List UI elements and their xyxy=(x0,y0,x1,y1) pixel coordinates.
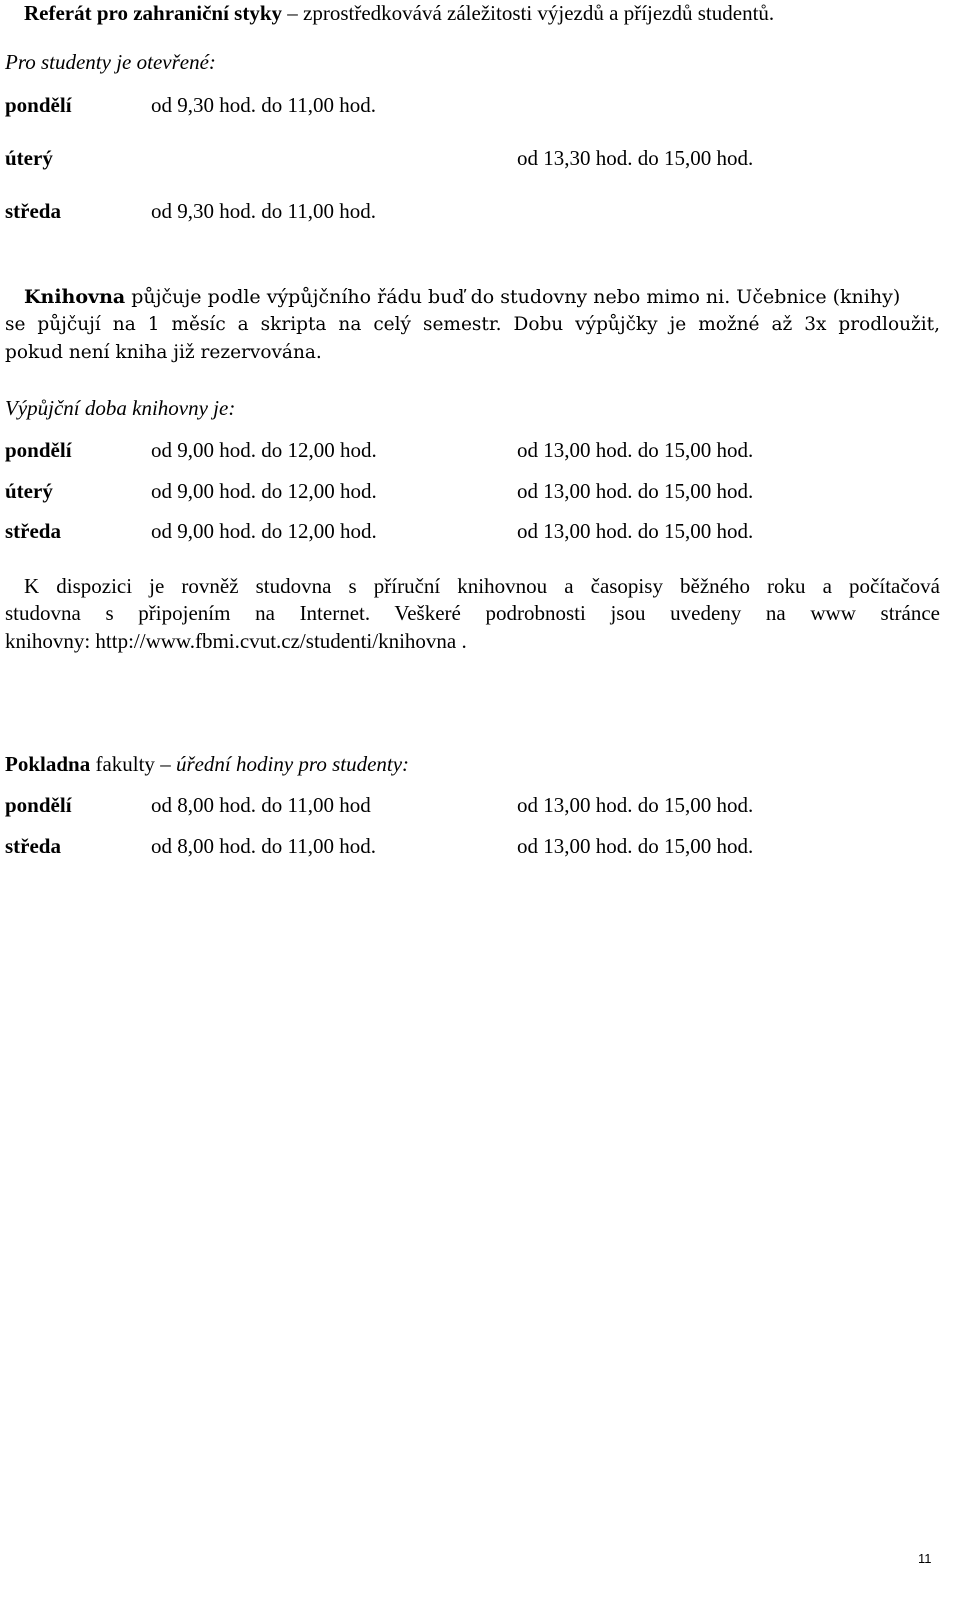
library-row-hours-am: od 9,00 hod. do 12,00 hod. xyxy=(151,519,377,543)
cashier-row-hours-am: od 8,00 hod. do 11,00 hod. xyxy=(151,834,376,858)
library-line1-text: půjčuje podle výpůjčního řádu buď do studovny nebo mimo ni. Učebnice (knihy) xyxy=(131,286,901,308)
cashier-row-day: středa xyxy=(5,834,61,858)
cashier-hours-label: úřední hodiny pro studenty: xyxy=(175,752,410,776)
heading-dash: – xyxy=(160,752,171,776)
library-row-hours-pm: od 13,00 hod. do 15,00 hod. xyxy=(517,438,754,462)
library-paragraph-line2: se půjčují na 1 měsíc a skripta na celý semestr. Dobu výpůjčky je možné až 3x prodloužit, xyxy=(5,314,940,335)
cashier-name: Pokladna xyxy=(5,752,91,776)
library-row-hours-am: od 9,00 hod. do 12,00 hod. xyxy=(151,479,377,503)
library-row-day: úterý xyxy=(5,479,53,503)
foreign-row-day: úterý xyxy=(5,146,53,170)
library-hours-label-text: Výpůjční doba knihovny je: xyxy=(5,396,236,420)
cashier-row-hours-pm: od 13,00 hod. do 15,00 hod. xyxy=(517,834,754,858)
cashier-heading xyxy=(5,754,409,775)
foreign-open-label-text: Pro studenty je otevřené: xyxy=(5,50,216,74)
cashier-row-hours-am: od 8,00 hod. do 11,00 hod xyxy=(151,793,371,817)
library-name: Knihovna xyxy=(24,286,126,308)
cashier-word: fakulty xyxy=(95,752,155,776)
cashier-row-hours-pm: od 13,00 hod. do 15,00 hod. xyxy=(517,793,754,817)
foreign-row-day: středa xyxy=(5,199,61,223)
library-paragraph-line3: pokud není kniha již rezervována. xyxy=(5,342,322,363)
library-row-hours-pm: od 13,00 hod. do 15,00 hod. xyxy=(517,479,754,503)
foreign-row-hours-am: od 9,30 hod. do 11,00 hod. xyxy=(151,93,376,117)
foreign-office-description: zprostředkovává záležitosti výjezdů a příjezdů studentů. xyxy=(303,1,775,25)
foreign-office-title: Referát pro zahraniční styky xyxy=(24,1,282,25)
foreign-office-heading xyxy=(24,3,774,24)
foreign-open-label xyxy=(5,52,216,73)
library-row-day: středa xyxy=(5,519,61,543)
library-info-line3: knihovny: http://www.fbmi.cvut.cz/studenti/knihovna . xyxy=(5,629,467,653)
library-paragraph-line1 xyxy=(24,288,900,307)
heading-dash: – xyxy=(287,1,298,25)
foreign-row-day: pondělí xyxy=(5,93,72,117)
foreign-row-hours-pm: od 13,30 hod. do 15,00 hod. xyxy=(517,146,754,170)
library-row-day: pondělí xyxy=(5,438,72,462)
page-number: 11 xyxy=(918,1551,932,1566)
foreign-row-hours-am: od 9,30 hod. do 11,00 hod. xyxy=(151,199,376,223)
library-info-line2: studovna s připojením na Internet. Veškeré podrobnosti jsou uvedeny na www stránce xyxy=(5,601,940,625)
library-info-line1: K dispozici je rovněž studovna s příruční knihovnou a časopisy běžného roku a počítačová xyxy=(24,574,940,598)
library-hours-label xyxy=(5,398,235,419)
cashier-row-day: pondělí xyxy=(5,793,72,817)
library-row-hours-pm: od 13,00 hod. do 15,00 hod. xyxy=(517,519,754,543)
library-row-hours-am: od 9,00 hod. do 12,00 hod. xyxy=(151,438,377,462)
